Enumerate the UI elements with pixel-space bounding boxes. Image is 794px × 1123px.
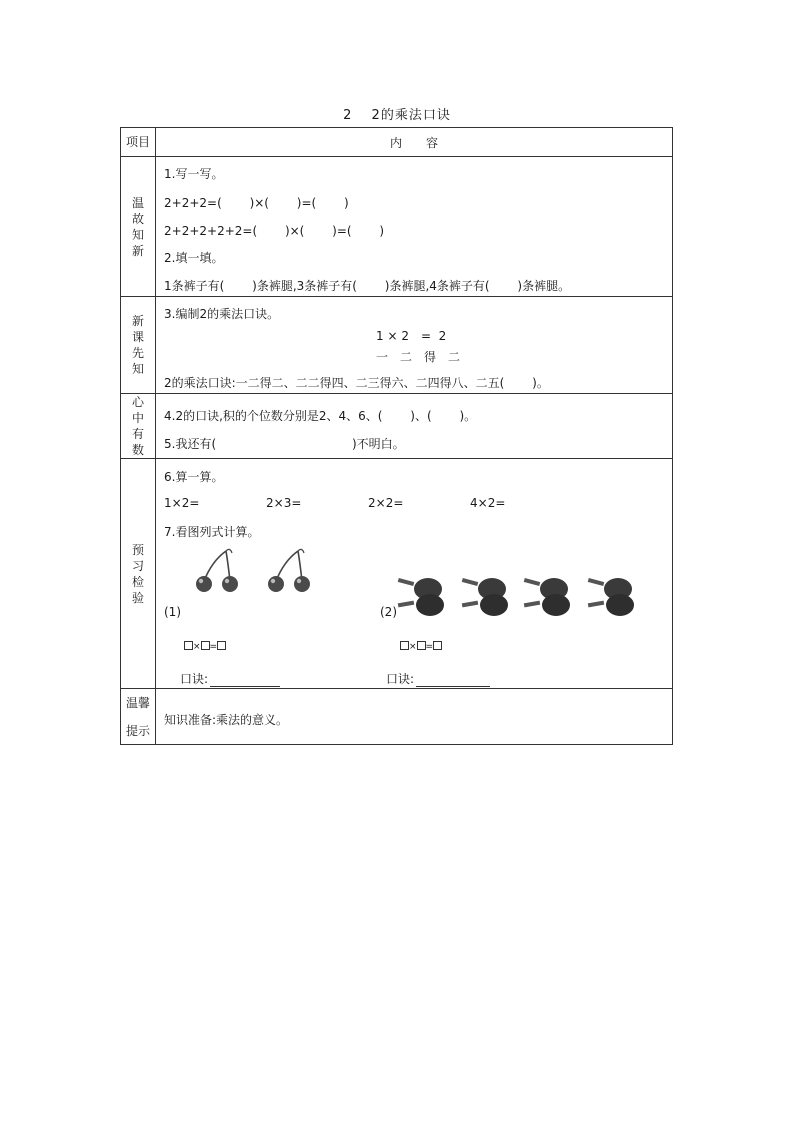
calc-4: 4×2=: [470, 496, 506, 510]
review-eq1: 2+2+2=( )×( )=( ): [164, 196, 349, 210]
page-title: 2 2的乘法口诀: [343, 108, 451, 123]
label-review: 温故知新: [121, 157, 156, 297]
row-tip: [121, 689, 673, 745]
cherry-pair-icon: [262, 547, 322, 595]
preview-q3: 3.编制2的乘法口诀。: [164, 307, 280, 321]
label-preview: 新课先知: [121, 297, 156, 394]
calc-1: 1×2=: [164, 496, 200, 510]
answer-box[interactable]: [433, 641, 442, 650]
content-review: [156, 157, 673, 297]
content-tip: [156, 689, 673, 745]
review-fill: 1条裤子有( )条裤腿,3条裤子有( )条裤腿,4条裤子有( )条裤腿。: [164, 279, 571, 293]
part-1-label: (1): [164, 605, 181, 619]
ping-pong-paddle-pair-icon: [396, 575, 452, 619]
review-eq2: 2+2+2+2+2=( )×( )=( ): [164, 224, 385, 238]
answer-underline[interactable]: [210, 674, 280, 687]
header-content: [156, 128, 673, 157]
row-review: [121, 157, 673, 297]
row-practice: [121, 459, 673, 689]
answer-box[interactable]: [184, 641, 193, 650]
content-mind: [156, 394, 673, 459]
practice-q7: 7.看图列式计算。: [164, 525, 260, 539]
row-mind: [121, 394, 673, 459]
answer-underline[interactable]: [416, 674, 490, 687]
label-practice: 预习检验: [121, 459, 156, 689]
answer-box[interactable]: [400, 641, 409, 650]
header-item: 项目: [121, 128, 156, 157]
answer-box[interactable]: [217, 641, 226, 650]
koujue-line-1: 口诀:: [180, 670, 280, 687]
mind-q4: 4.2的口诀,积的个位数分别是2、4、6、( )、( )。: [164, 409, 477, 423]
content-preview: [156, 297, 673, 394]
label-tip: 温馨 提示: [121, 689, 156, 745]
answer-box[interactable]: [417, 641, 426, 650]
equation-box-row-1: × =: [184, 638, 226, 652]
formula-bottom: 一 二 得 二: [376, 350, 461, 364]
answer-box[interactable]: [201, 641, 210, 650]
equation-box-row-2: × =: [400, 638, 442, 652]
row-preview: [121, 297, 673, 394]
tip-text: 知识准备:乘法的意义。: [164, 713, 289, 727]
header-row: [121, 128, 673, 157]
ping-pong-paddle-pair-icon: [460, 575, 516, 619]
koujue-line-2: 口诀:: [386, 670, 490, 687]
ping-pong-paddle-pair-icon: [522, 575, 578, 619]
part-2-label: (2): [380, 605, 397, 619]
header-content-label: 内 容: [389, 135, 438, 150]
mind-q5: 5.我还有( )不明白。: [164, 437, 405, 451]
label-mind: 心中有数: [121, 394, 156, 459]
content-practice: [156, 459, 673, 689]
calc-3: 2×2=: [368, 496, 404, 510]
review-q2: 2.填一填。: [164, 251, 224, 265]
ping-pong-paddle-pair-icon: [586, 575, 642, 619]
formula-top: 1 × 2 = 2: [376, 329, 447, 343]
cherry-pair-icon: [190, 547, 250, 595]
preview-koujue: 2的乘法口诀:一二得二、二二得四、二三得六、二四得八、二五( )。: [164, 376, 549, 390]
practice-q6: 6.算一算。: [164, 470, 224, 484]
calc-2: 2×3=: [266, 496, 302, 510]
review-q1: 1.写一写。: [164, 167, 224, 181]
worksheet-table: [120, 127, 673, 745]
